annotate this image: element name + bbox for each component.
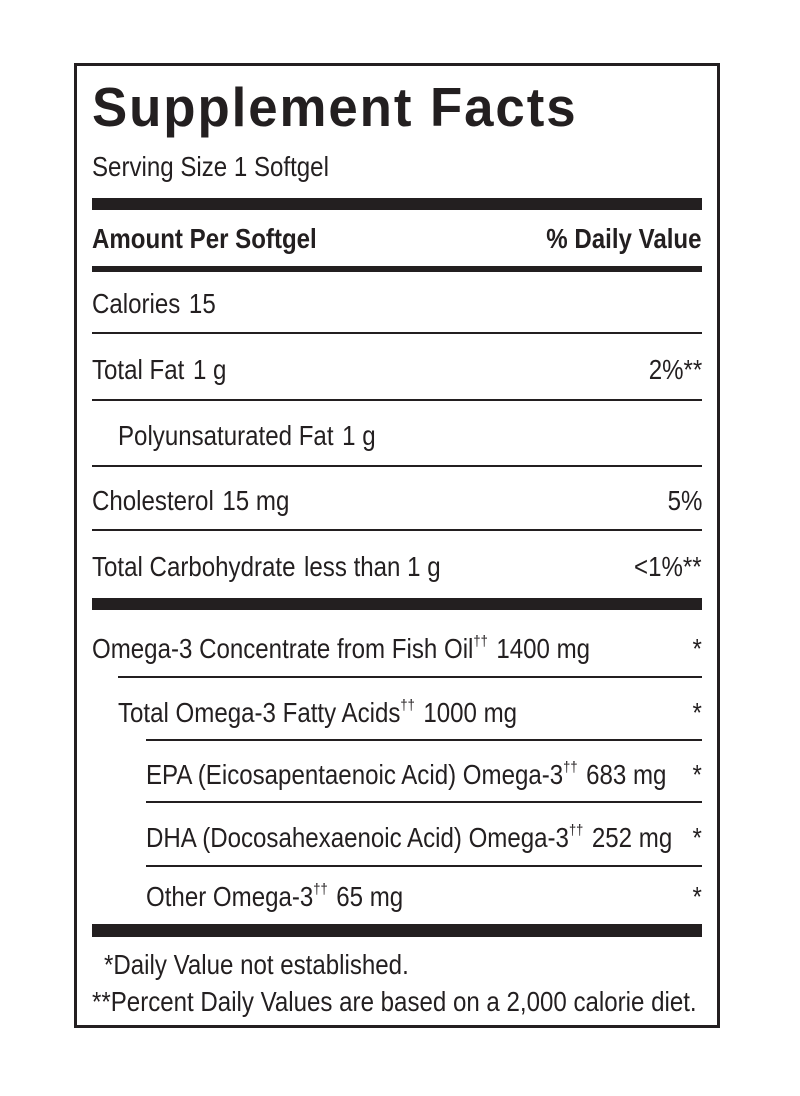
nutrient-label: Total Carbohydrate less than 1 g — [92, 551, 441, 582]
panel-title: Supplement Facts — [92, 76, 578, 138]
row-divider — [146, 739, 702, 741]
ingredient-row-omega-3-concentrate — [92, 629, 702, 669]
medium-divider — [92, 266, 702, 272]
ingredient-dv: * — [692, 822, 702, 853]
footnote-daily-value: *Daily Value not established. — [104, 949, 409, 980]
nutrient-row-polyunsaturated-fat — [92, 416, 702, 456]
supplement-facts-panel — [74, 63, 720, 1028]
nutrient-dv: 5% — [667, 485, 702, 516]
ingredient-dv: * — [692, 633, 702, 664]
ingredient-row-dha — [92, 818, 702, 858]
amount-per-serving-heading: Amount Per Softgel — [92, 223, 317, 254]
thick-divider — [92, 924, 702, 937]
nutrient-row-total-fat — [92, 350, 702, 390]
ingredient-label: DHA (Docosahexaenoic Acid) Omega-3†† 252 mg — [146, 822, 673, 853]
ingredient-dv: * — [692, 697, 702, 728]
serving-size: Serving Size 1 Softgel — [92, 151, 329, 182]
row-divider — [92, 465, 702, 467]
nutrient-dv: 2%** — [648, 354, 702, 385]
footnote-percent-daily-values: **Percent Daily Values are based on a 2,000 calorie diet. — [92, 986, 697, 1017]
nutrient-label: Polyunsaturated Fat 1 g — [118, 420, 376, 451]
daily-value-heading: % Daily Value — [546, 223, 702, 254]
row-divider — [146, 865, 702, 867]
ingredient-label: Omega-3 Concentrate from Fish Oil†† 1400 mg — [92, 633, 591, 664]
nutrient-label: Calories 15 — [92, 288, 216, 319]
ingredient-row-total-omega-3 — [92, 693, 702, 733]
nutrient-row-total-carbohydrate — [92, 547, 702, 587]
ingredient-row-epa — [92, 755, 702, 795]
ingredient-dv: * — [692, 881, 702, 912]
row-divider — [92, 529, 702, 531]
row-divider — [146, 801, 702, 803]
nutrient-label: Total Fat 1 g — [92, 354, 227, 385]
nutrient-label: Cholesterol 15 mg — [92, 485, 290, 516]
ingredient-row-other-omega-3 — [92, 877, 702, 917]
row-divider — [92, 399, 702, 401]
row-divider — [92, 332, 702, 334]
ingredient-label: Total Omega-3 Fatty Acids†† 1000 mg — [118, 697, 518, 728]
nutrient-row-cholesterol — [92, 481, 702, 521]
ingredient-label: Other Omega-3†† 65 mg — [146, 881, 404, 912]
ingredient-label: EPA (Eicosapentaenoic Acid) Omega-3†† 683 mg — [146, 759, 667, 790]
column-header-row — [92, 219, 702, 259]
row-divider — [118, 676, 702, 678]
nutrient-row-calories — [92, 284, 702, 324]
ingredient-dv: * — [692, 759, 702, 790]
thick-divider — [92, 198, 702, 210]
thick-divider — [92, 598, 702, 610]
nutrient-dv: <1%** — [634, 551, 702, 582]
